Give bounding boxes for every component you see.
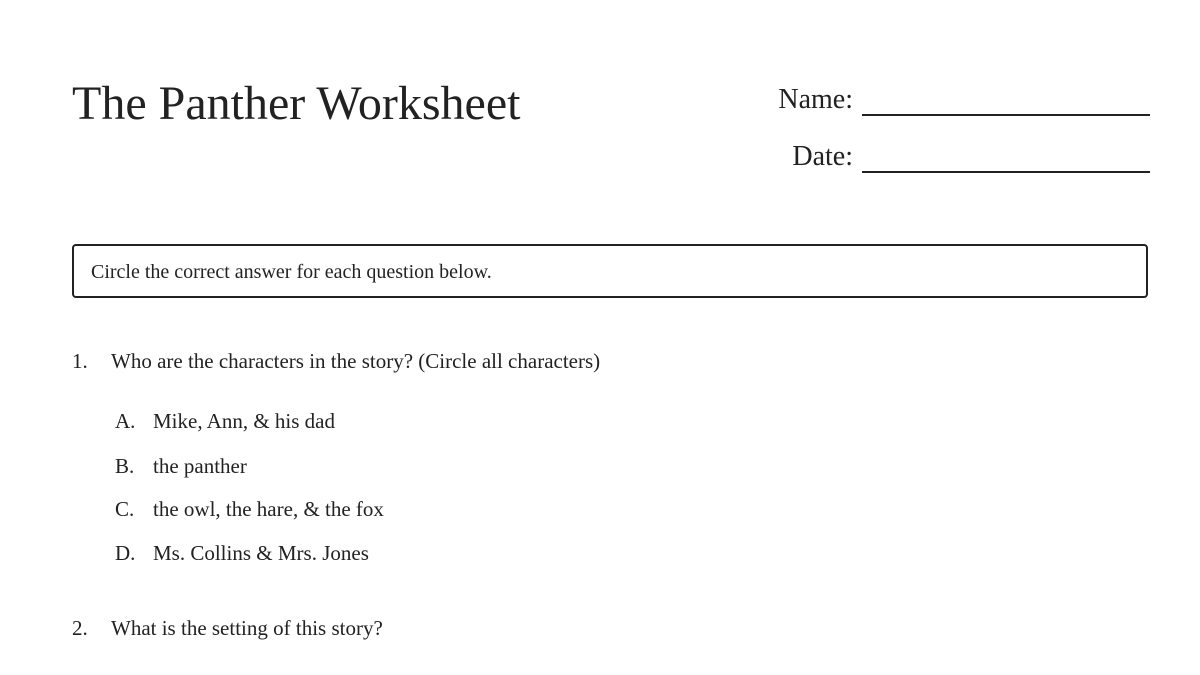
worksheet-title: The Panther Worksheet <box>72 77 521 130</box>
option-letter: A. <box>115 409 136 433</box>
option-letter: C. <box>115 497 135 521</box>
option-text: Mike, Ann, & his dad <box>153 409 335 433</box>
option-letter: B. <box>115 454 135 478</box>
date-field[interactable] <box>792 134 1150 174</box>
name-label: Name: <box>778 84 853 115</box>
option-text: the owl, the hare, & the fox <box>153 497 384 521</box>
question-number: 2. <box>72 616 88 640</box>
name-field[interactable] <box>778 77 1150 117</box>
question-text: Who are the characters in the story? (Circle all characters) <box>111 349 601 373</box>
question-text: What is the setting of this story? <box>111 616 383 640</box>
question-2 <box>72 615 383 641</box>
question-number: 1. <box>72 349 88 373</box>
option-text: the panther <box>153 454 247 478</box>
date-blank-line[interactable] <box>862 171 1150 173</box>
option-text: Ms. Collins & Mrs. Jones <box>153 541 369 565</box>
option-letter: D. <box>115 541 136 565</box>
date-label: Date: <box>792 141 853 172</box>
question-1 <box>72 348 600 374</box>
option-1-c[interactable] <box>115 496 384 522</box>
name-blank-line[interactable] <box>862 114 1150 116</box>
option-1-a[interactable] <box>115 408 335 434</box>
instruction-text: Circle the correct answer for each question below. <box>91 261 492 283</box>
option-1-d[interactable] <box>115 540 369 566</box>
instruction-box <box>72 244 1148 298</box>
option-1-b[interactable] <box>115 453 247 479</box>
